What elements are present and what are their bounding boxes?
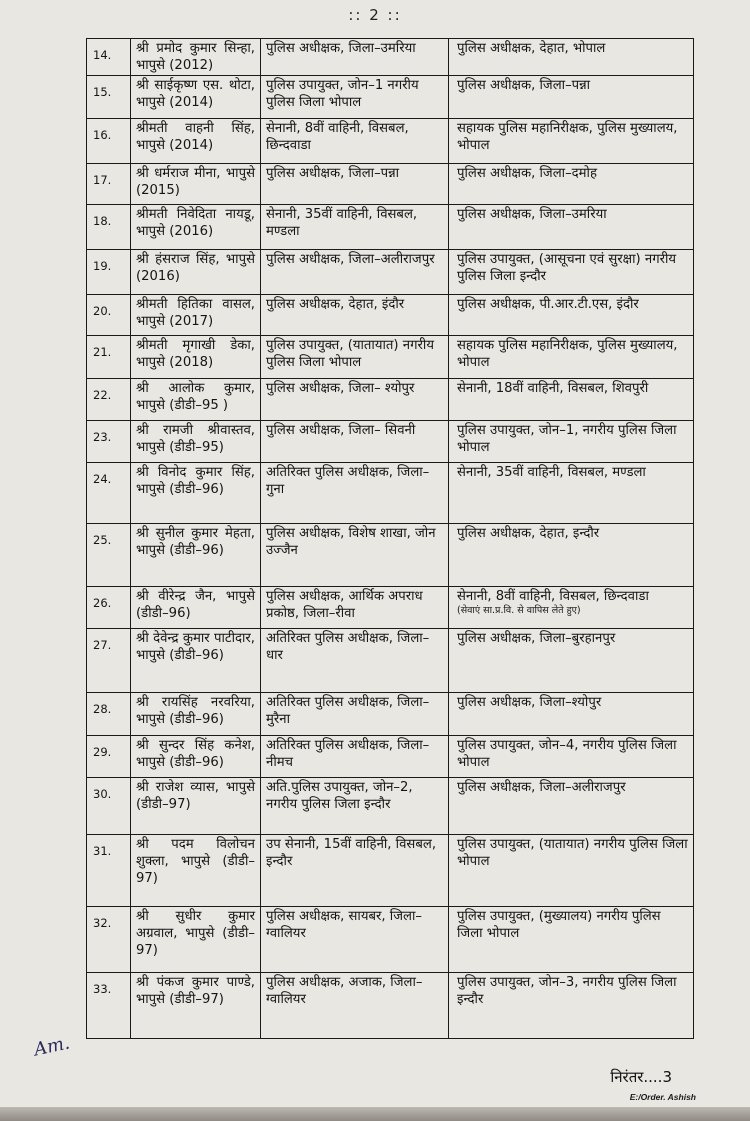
current-posting: उप सेनानी, 15वीं वाहिनी, विसबल, इन्दौर xyxy=(261,835,449,907)
new-posting xyxy=(449,379,694,421)
new-posting-text: सेनानी, 35वीं वाहिनी, विसबल, मण्डला xyxy=(457,465,646,480)
table-row xyxy=(87,587,694,629)
new-posting xyxy=(449,973,694,1039)
table-row xyxy=(87,907,694,973)
new-posting-text: पुलिस अधीक्षक, जिला–अलीराजपुर xyxy=(457,780,626,795)
officer-name: श्री रायसिंह नरवरिया, भापुसे (डीडी–96) xyxy=(131,693,261,736)
new-posting xyxy=(449,463,694,524)
table-row xyxy=(87,250,694,295)
officer-name: श्री देवेन्द्र कुमार पाटीदार, भापुसे (डीडी–96) xyxy=(131,629,261,693)
transfer-table xyxy=(86,38,694,1039)
new-posting xyxy=(449,336,694,379)
table-row xyxy=(87,421,694,463)
current-posting: पुलिस अधीक्षक, जिला–अलीराजपुर xyxy=(261,250,449,295)
new-posting-text: पुलिस उपायुक्त, (यातायात) नगरीय पुलिस जिला भोपाल xyxy=(457,837,688,869)
officer-name: श्रीमती निवेदिता नायडू, भापुसे (2016) xyxy=(131,205,261,250)
current-posting: पुलिस उपायुक्त, जोन–1 नगरीय पुलिस जिला भोपाल xyxy=(261,76,449,119)
new-posting xyxy=(449,421,694,463)
new-posting-text: पुलिस उपायुक्त, जोन–4, नगरीय पुलिस जिला भोपाल xyxy=(457,738,677,770)
table-row xyxy=(87,778,694,835)
table-row xyxy=(87,336,694,379)
current-posting: पुलिस अधीक्षक, जिला– श्योपुर xyxy=(261,379,449,421)
order-stamp: E:/Order. Ashish xyxy=(629,1092,696,1102)
table-row xyxy=(87,76,694,119)
new-posting xyxy=(449,119,694,164)
new-posting xyxy=(449,524,694,587)
table-row xyxy=(87,835,694,907)
posting-note: (सेवाएं सा.प्र.वि. से वापिस लेते हुए) xyxy=(457,605,581,616)
current-posting: पुलिस अधीक्षक, जिला– सिवनी xyxy=(261,421,449,463)
current-posting: अतिरिक्त पुलिस अधीक्षक, जिला– नीमच xyxy=(261,736,449,778)
new-posting-text: पुलिस अधीक्षक, देहात, इन्दौर xyxy=(457,526,600,541)
current-posting: पुलिस अधीक्षक, विशेष शाखा, जोन उज्जैन xyxy=(261,524,449,587)
new-posting-text: पुलिस अधीक्षक, जिला–बुरहानपुर xyxy=(457,631,616,646)
new-posting-text: पुलिस उपायुक्त, जोन–3, नगरीय पुलिस जिला इन्दौर xyxy=(457,975,677,1007)
new-posting xyxy=(449,205,694,250)
row-number: 28. xyxy=(87,693,131,736)
row-number: 18. xyxy=(87,205,131,250)
table-body xyxy=(87,39,694,1039)
officer-name: श्रीमती वाहनी सिंह, भापुसे (2014) xyxy=(131,119,261,164)
officer-name: श्री प्रमोद कुमार सिन्हा, भापुसे (2012) xyxy=(131,39,261,76)
officer-name: श्री पदम विलोचन शुक्ला, भापुसे (डीडी–97) xyxy=(131,835,261,907)
new-posting-text: पुलिस उपायुक्त, (मुख्यालय) नगरीय पुलिस जिला भोपाल xyxy=(457,909,661,941)
page-number: :: 2 :: xyxy=(348,6,402,24)
row-number: 29. xyxy=(87,736,131,778)
table-row xyxy=(87,463,694,524)
officer-name: श्री राजेश व्यास, भापुसे (डीडी–97) xyxy=(131,778,261,835)
new-posting xyxy=(449,778,694,835)
new-posting xyxy=(449,39,694,76)
row-number: 24. xyxy=(87,463,131,524)
table-row xyxy=(87,119,694,164)
current-posting: पुलिस अधीक्षक, जिला–उमरिया xyxy=(261,39,449,76)
new-posting xyxy=(449,164,694,205)
current-posting: पुलिस अधीक्षक, देहात, इंदौर xyxy=(261,295,449,336)
officer-name: श्रीमती हितिका वासल, भापुसे (2017) xyxy=(131,295,261,336)
new-posting-text: पुलिस उपायुक्त, जोन–1, नगरीय पुलिस जिला भोपाल xyxy=(457,423,677,455)
row-number: 19. xyxy=(87,250,131,295)
officer-name: श्री धर्मराज मीना, भापुसे (2015) xyxy=(131,164,261,205)
new-posting xyxy=(449,587,694,629)
row-number: 21. xyxy=(87,336,131,379)
row-number: 27. xyxy=(87,629,131,693)
new-posting xyxy=(449,693,694,736)
table-row xyxy=(87,736,694,778)
officer-name: श्री विनोद कुमार सिंह, भापुसे (डीडी–96) xyxy=(131,463,261,524)
new-posting-text: पुलिस अधीक्षक, पी.आर.टी.एस, इंदौर xyxy=(457,297,639,312)
row-number: 30. xyxy=(87,778,131,835)
officer-name: श्री पंकज कुमार पाण्डे, भापुसे (डीडी–97) xyxy=(131,973,261,1039)
current-posting: अतिरिक्त पुलिस अधीक्षक, जिला– मुरैना xyxy=(261,693,449,736)
new-posting-text: पुलिस अधीक्षक, जिला–दमोह xyxy=(457,166,597,181)
officer-name: श्री हंसराज सिंह, भापुसे (2016) xyxy=(131,250,261,295)
row-number: 16. xyxy=(87,119,131,164)
row-number: 26. xyxy=(87,587,131,629)
row-number: 14. xyxy=(87,39,131,76)
table-row xyxy=(87,379,694,421)
new-posting xyxy=(449,835,694,907)
row-number: 17. xyxy=(87,164,131,205)
new-posting-text: पुलिस अधीक्षक, जिला–पन्ना xyxy=(457,78,591,93)
row-number: 22. xyxy=(87,379,131,421)
row-number: 33. xyxy=(87,973,131,1039)
new-posting xyxy=(449,907,694,973)
new-posting xyxy=(449,295,694,336)
current-posting: पुलिस अधीक्षक, जिला–पन्ना xyxy=(261,164,449,205)
officer-name: श्री सुनील कुमार मेहता, भापुसे (डीडी–96) xyxy=(131,524,261,587)
current-posting: पुलिस अधीक्षक, सायबर, जिला–ग्वालियर xyxy=(261,907,449,973)
table-row xyxy=(87,164,694,205)
table-row xyxy=(87,693,694,736)
officer-name: श्री सुधीर कुमार अग्रवाल, भापुसे (डीडी–97) xyxy=(131,907,261,973)
new-posting xyxy=(449,736,694,778)
row-number: 32. xyxy=(87,907,131,973)
new-posting-text: पुलिस अधीक्षक, देहात, भोपाल xyxy=(457,41,606,56)
current-posting: सेनानी, 35वीं वाहिनी, विसबल, मण्डला xyxy=(261,205,449,250)
table-row xyxy=(87,973,694,1039)
current-posting: पुलिस अधीक्षक, आर्थिक अपराध प्रकोष्ठ, जिला–रीवा xyxy=(261,587,449,629)
row-number: 23. xyxy=(87,421,131,463)
new-posting xyxy=(449,629,694,693)
officer-name: श्रीमती मृगाखी डेका, भापुसे (2018) xyxy=(131,336,261,379)
new-posting xyxy=(449,250,694,295)
current-posting: अतिरिक्त पुलिस अधीक्षक, जिला– धार xyxy=(261,629,449,693)
new-posting xyxy=(449,76,694,119)
continued-note: निरंतर....3 xyxy=(610,1068,672,1086)
new-posting-text: सहायक पुलिस महानिरीक्षक, पुलिस मुख्यालय, भोपाल xyxy=(457,121,678,153)
current-posting: अति.पुलिस उपायुक्त, जोन–2, नगरीय पुलिस जिला इन्दौर xyxy=(261,778,449,835)
page-bottom-edge xyxy=(0,1107,750,1121)
new-posting-text: पुलिस अधीक्षक, जिला–उमरिया xyxy=(457,207,607,222)
table-row xyxy=(87,39,694,76)
new-posting-text: सहायक पुलिस महानिरीक्षक, पुलिस मुख्यालय, भोपाल xyxy=(457,338,678,370)
row-number: 31. xyxy=(87,835,131,907)
row-number: 25. xyxy=(87,524,131,587)
current-posting: अतिरिक्त पुलिस अधीक्षक, जिला– गुना xyxy=(261,463,449,524)
current-posting: सेनानी, 8वीं वाहिनी, विसबल, छिन्दवाडा xyxy=(261,119,449,164)
new-posting-text: पुलिस अधीक्षक, जिला–श्योपुर xyxy=(457,695,602,710)
table-row xyxy=(87,295,694,336)
officer-name: श्री वीरेन्द्र जैन, भापुसे (डीडी–96) xyxy=(131,587,261,629)
current-posting: पुलिस उपायुक्त, (यातायात) नगरीय पुलिस जिला भोपाल xyxy=(261,336,449,379)
officer-name: श्री साईकृष्ण एस. थोटा, भापुसे (2014) xyxy=(131,76,261,119)
officer-name: श्री सुन्दर सिंह कनेश, भापुसे (डीडी–96) xyxy=(131,736,261,778)
row-number: 15. xyxy=(87,76,131,119)
new-posting-text: पुलिस उपायुक्त, (आसूचना एवं सुरक्षा) नगरीय पुलिस जिला इन्दौर xyxy=(457,252,677,284)
signature-mark: Am. xyxy=(32,1032,72,1061)
new-posting-text: सेनानी, 18वीं वाहिनी, विसबल, शिवपुरी xyxy=(457,381,649,396)
officer-name: श्री रामजी श्रीवास्तव, भापुसे (डीडी–95) xyxy=(131,421,261,463)
row-number: 20. xyxy=(87,295,131,336)
table-row xyxy=(87,524,694,587)
current-posting: पुलिस अधीक्षक, अजाक, जिला–ग्वालियर xyxy=(261,973,449,1039)
officer-name: श्री आलोक कुमार, भापुसे (डीडी–95 ) xyxy=(131,379,261,421)
table-row xyxy=(87,205,694,250)
new-posting-text: सेनानी, 8वीं वाहिनी, विसबल, छिन्दवाडा xyxy=(457,589,649,604)
table-row xyxy=(87,629,694,693)
